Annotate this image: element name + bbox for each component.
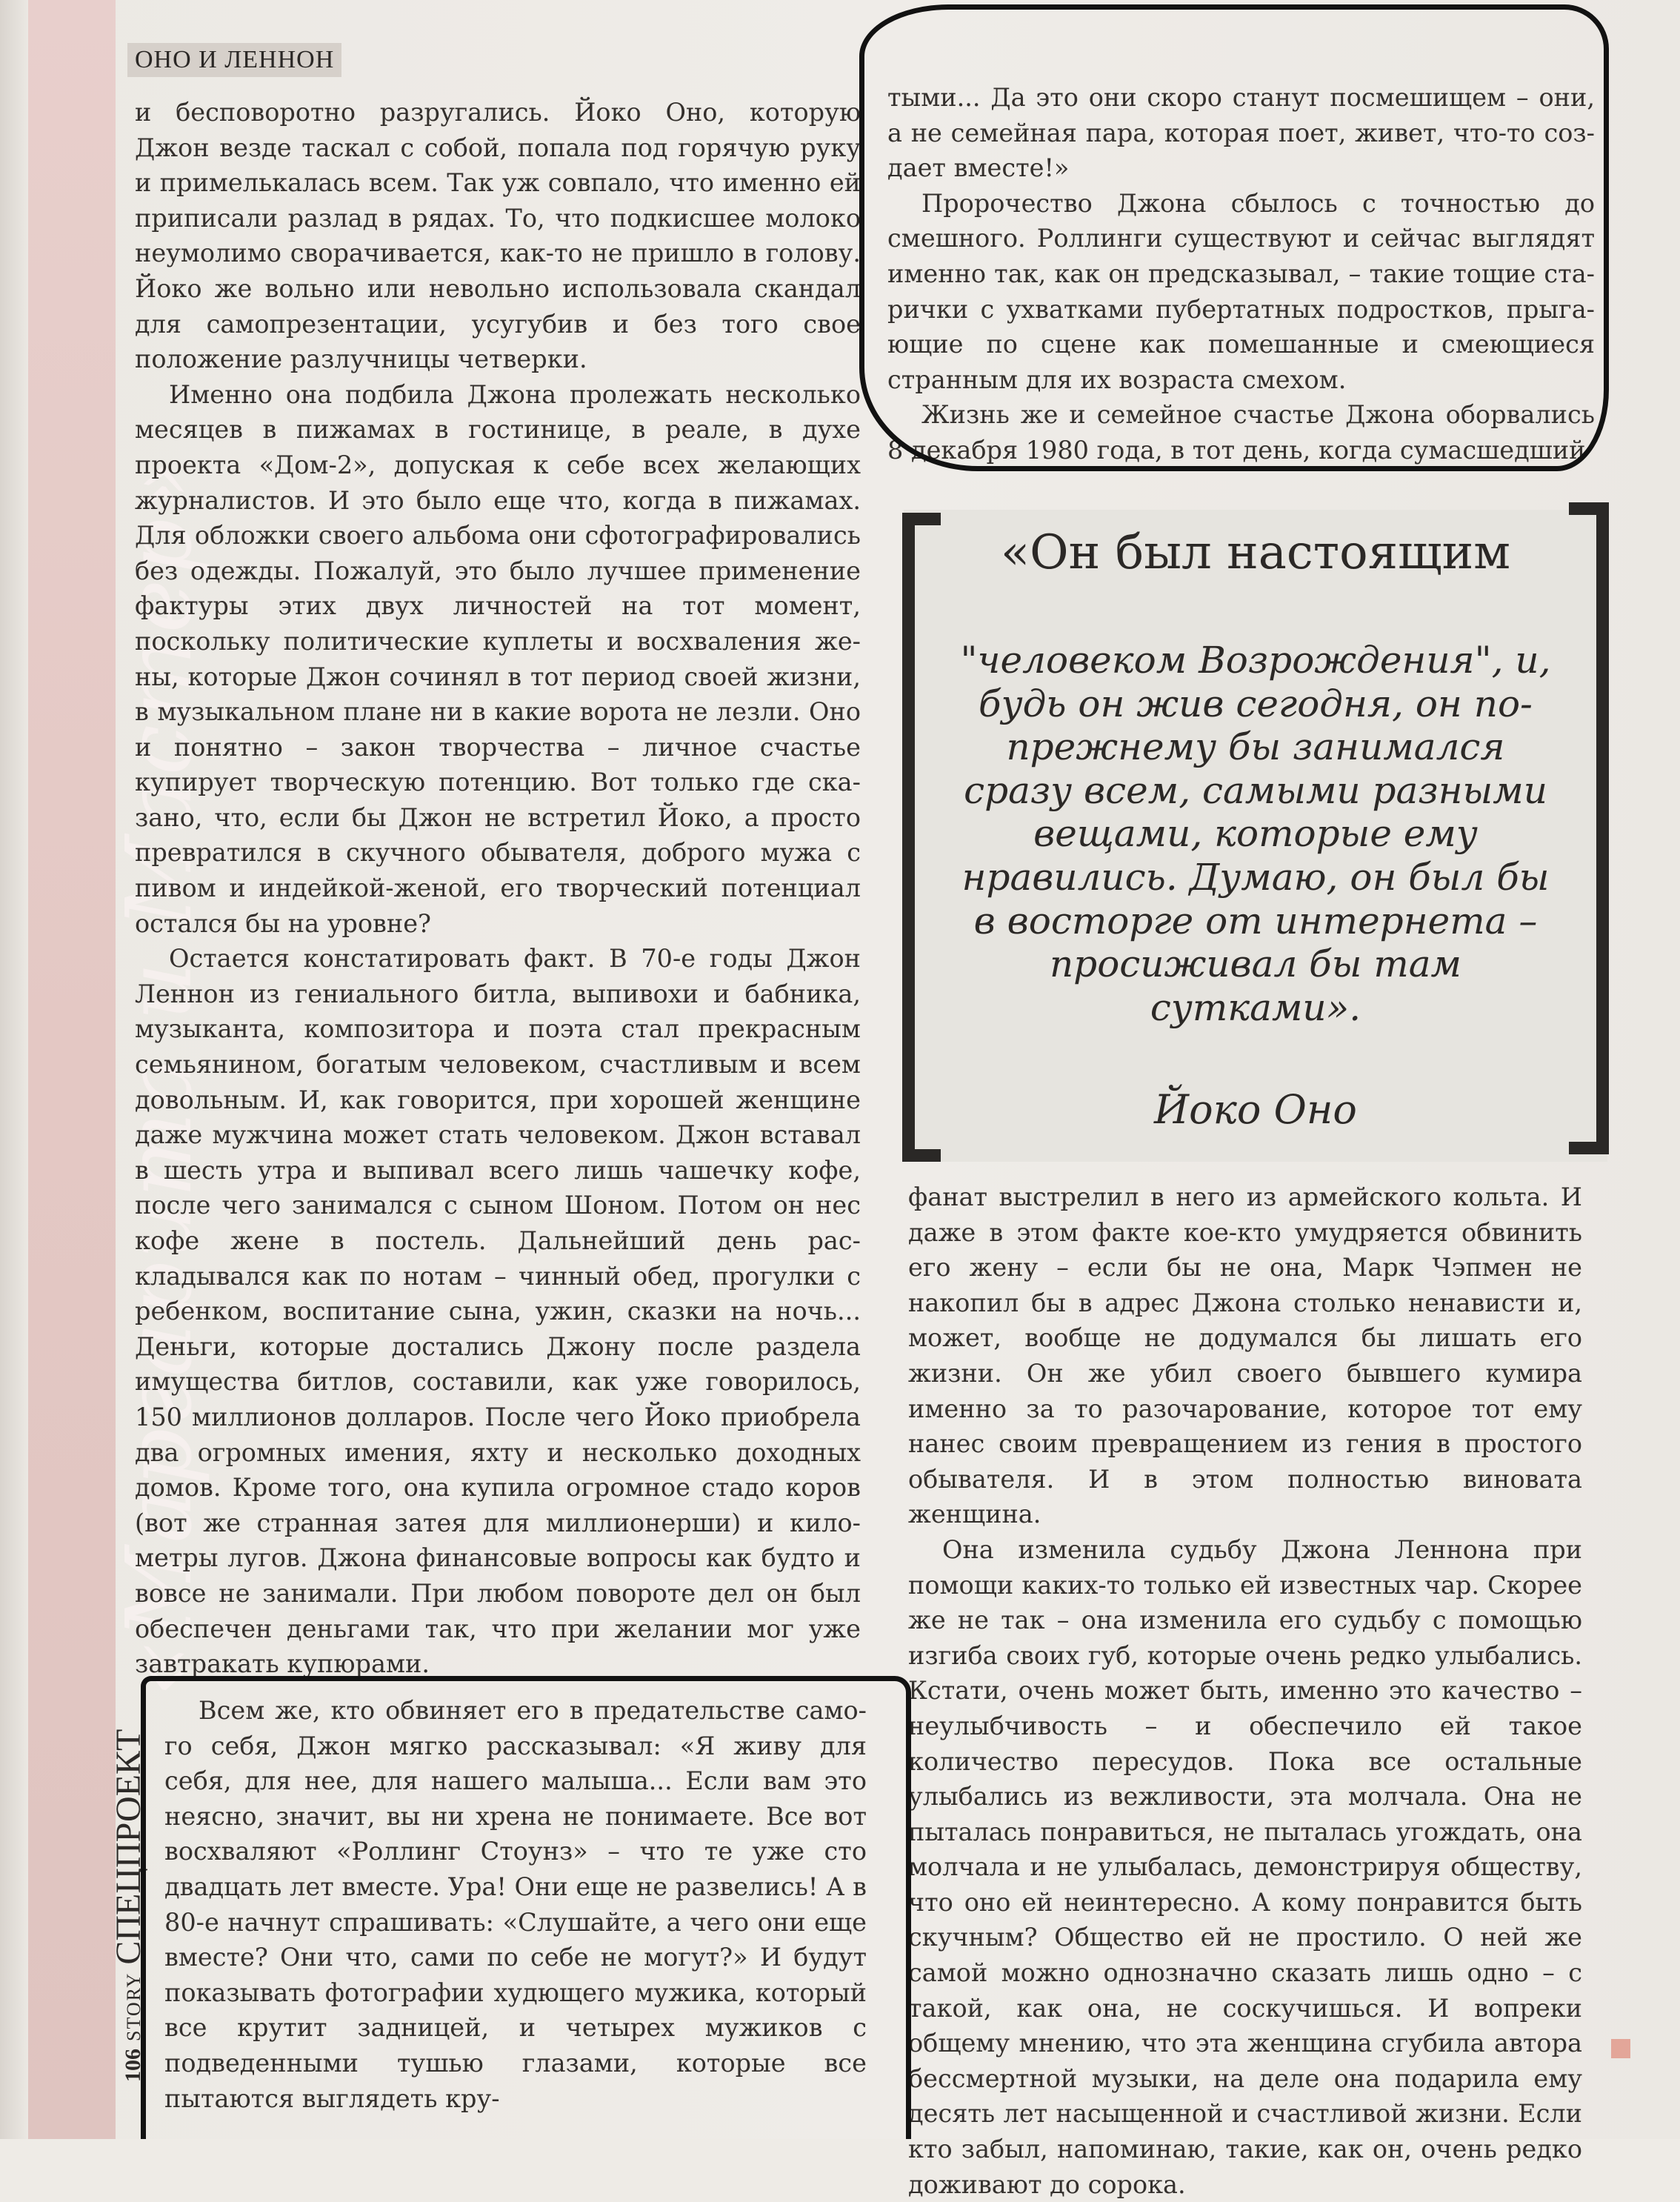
handdrawn-circle-top [859, 4, 1609, 471]
page-number: 106 [121, 2049, 145, 2082]
quote-bracket-right [1569, 502, 1609, 1154]
paragraph: и бесповоротно разругались. Йоко Оно, которую Джон везде таскал с собой, попала под горячую руку и примелькалась всем. Так уж совпало, что именно ей приписали разлад в рядах. То, что подкисшее молоко неумолимо сворачивается, как-то не пришло в голову. Йоко же вольно или невольно использовала скандал для самопрезентации, усугубив и без того свое положение разлучницы четверки. [135, 98, 861, 374]
left-column [135, 95, 861, 1682]
quote-bracket-left [902, 513, 941, 1162]
paragraph: Она изменила судьбу Джона Леннона при помощи каких-то только ей известных чар. Скорее же не так – она изменила его судьбу с помощью изгиба своих губ, которые очень редко улыбались. Кстати, очень может быть, именно это качество – неулыбчивость – и обеспечило ей такое количество пересудов. Пока все остальные улыбались из вежливости, эта молчала. Она не пыталась понравиться, не пыталась угождать, она молчала и не улыбалась, демонстрируя обществу, что оно ей неинтересно. А кому понравится быть скучным? Общество ей не простило. О ней же самой можно однозначно сказать лишь одно – с такой, как она, не соскучишься. И вопреки общему мнению, что эта женщина сгубила автора бессмертной музыки, на деле она подарила ему десять лет насыщенной и счастливой жизни. Если кто забыл, напоминаю, такие, как он, очень редко доживают до сорока. [908, 1534, 1582, 2199]
section-label: ОНО И ЛЕННОН [127, 43, 341, 77]
handdrawn-circle-bottom [141, 1676, 911, 2139]
article-end-mark [1611, 2039, 1630, 2058]
paragraph: тыми... Да это они скоро станут посмешищем – они, а не семейная пара, которая поет, живет, что-то создает вместе!» [887, 83, 1595, 183]
paragraph: Жизнь же и семейное счастье Джона оборвались 8 декабря 1980 года, в тот день, когда сумасшедший [887, 400, 1595, 465]
vertical-section-title: «Маргарита и Мастер» [107, 457, 212, 1697]
pull-quote-author: Йоко Оно [1154, 1086, 1357, 1133]
magazine-name: STORY [123, 1972, 144, 2041]
side-color-band [28, 0, 116, 2139]
pull-quote-body: "человеком Возрождения", и, будь он жив сегодня, он по-прежнему бы занимался сразу всем, самыми разными вещами, которые ему нравились. Думаю, он был бы в восторге от интернета – просиживал бы там сутками». [960, 639, 1551, 1029]
pull-quote-head: «Он был настоящим [1001, 525, 1510, 580]
paragraph: фанат выстрелил в него из армейского кольта. И даже в этом факте кое-кто умудряется обвинить его жену – если бы не она, Марк Чэпмен не накопил бы в адрес Джона столько ненависти и, может, вообще не додумался бы лишать его жизни. Он же убил своего бывшего кумира именно за то разочарование, которое тот ему нанес своим превращением из гения в простого обывателя. И в этом полностью виновата женщина. [908, 1183, 1582, 1529]
rubric-name: СПЕЦПРОЕКТ [109, 1729, 148, 1965]
paragraph: Пророчество Джона сбылось с точностью до смешного. Роллинги существуют и сейчас выглядят именно так, как он предсказывал, – такие тощие старички с ухватками пубертатных подростков, прыгающие по сцене как помешанные и смеющиеся странным для их возраста смехом. [887, 188, 1595, 394]
paragraph: Всем же, кто обвиняет его в предательстве самого себя, Джон мягко рассказывал: «Я живу для себя, для нее, для нашего малыша... Если вам это неясно, значит, вы ни хрена не понимаете. Все вот восхваляют «Роллинг Стоунз» – что те уже сто двадцать лет вместе. Ура! Они еще не развелись! А в 80-е начнут спрашивать: «Слушайте, а чего они еще вместе? Они что, сами по себе не могут?» И будут показывать фотографии худющего мужика, который все крутит задницей, и четырех мужиков с подведенными тушью глазами, которые все пытаются выглядеть кру- [164, 1696, 867, 2113]
paragraph: Именно она подбила Джона пролежать несколько месяцев в пижамах в гостинице, в реале, в духе проекта «Дом-2», допуская к себе всех желающих журналистов. И это было еще что, когда в пижамах. Для обложки своего альбома они сфотографировались без одежды. Пожалуй, это было лучшее применение фактуры этих двух личностей на тот момент, поскольку политические куплеты и восхваления жены, которые Джон сочинял в тот период своей жизни, в музыкальном плане ни в какие ворота не лезли. Оно и понятно – закон творчества – личное счастье купирует творческую потенцию. Вот только где сказано, что, если бы Джон не встретил Йоко, а просто превратился в скучного обывателя, доброго мужа с пивом и индейкой-женой, его творческий потенциал остался бы на уровне? [135, 379, 861, 938]
paragraph: Остается констатировать факт. В 70-е годы Джон Леннон из гениального битла, выпивохи и бабника, музыканта, композитора и поэта стал прекрасным семьянином, богатым человеком, счастливым и всем довольным. И, как говорится, при хорошей женщине даже мужчина может стать человеком. Джон вставал в шесть утра и выпивал всего лишь чашечку кофе, после чего занимался с сыном Шоном. Потом он нес кофе жене в постель. Дальнейший день раскладывался как по нотам – чинный обед, прогулки с ребенком, воспитание сына, ужин, сказки на ночь... Деньги, которые достались Джону после раздела имущества битлов, составили, как уже говорилось, 150 миллионов долларов. После чего Йоко приобрела два огромных имения, яхту и несколько доходных домов. Кроме того, она купила огромное стадо коров (вот же странная затея для миллионерши) и километры лугов. Джона финансовые вопросы как будто и вовсе не занимали. При любом повороте дел он был обеспечен деньгами так, что при желании мог уже завтракать купюрами. [135, 944, 861, 1679]
right-column-bottom [908, 1180, 1582, 2202]
